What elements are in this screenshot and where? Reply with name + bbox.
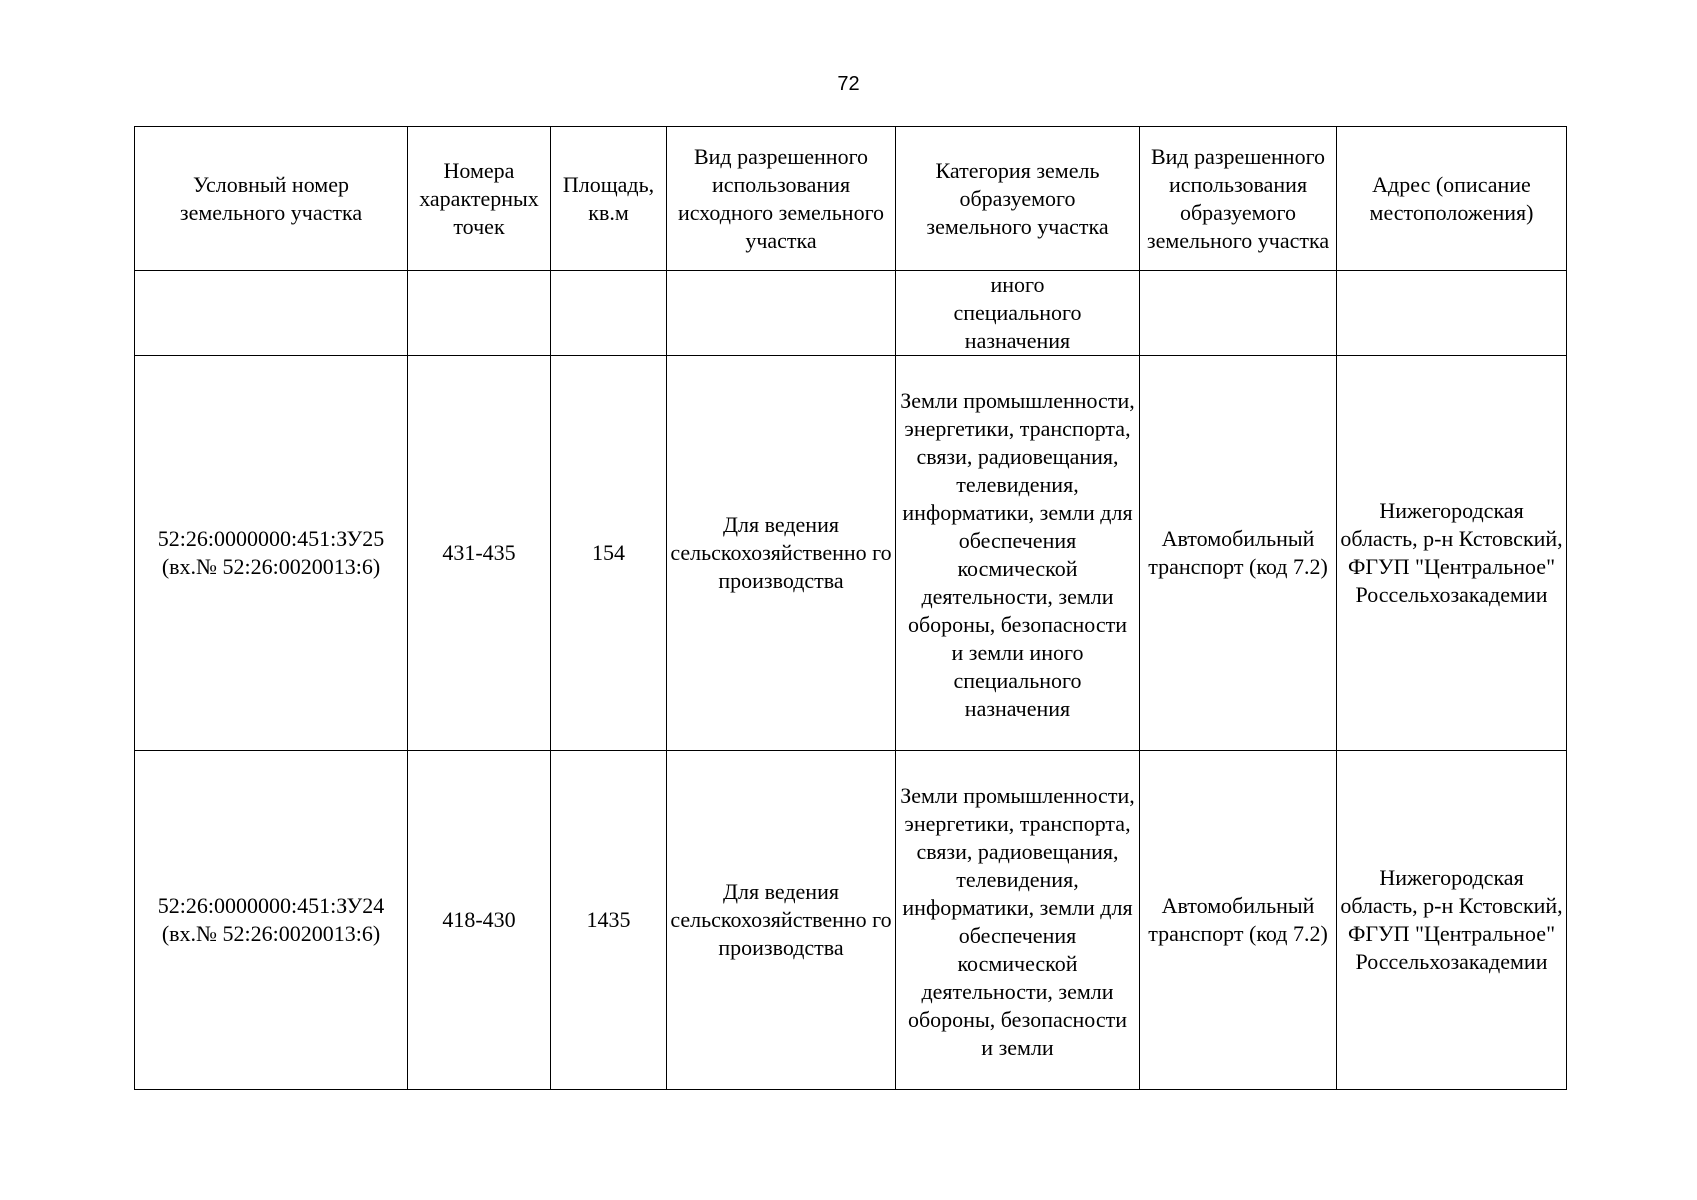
cell-area: 1435 bbox=[551, 751, 667, 1090]
table-row-continuation bbox=[135, 271, 1567, 356]
header-points: Номера характерных точек bbox=[408, 127, 551, 271]
page-number: 72 bbox=[837, 73, 860, 95]
cell-area bbox=[551, 271, 667, 356]
cell-plot-number: 52:26:0000000:451:ЗУ25 (вх.№ 52:26:0020013:6) bbox=[135, 356, 408, 751]
land-plots-table bbox=[134, 126, 1567, 1090]
cell-category: Земли промышленности, энергетики, транспорта, связи, радиовещания, телевидения, информатики, земли для обеспечения космической деятельности, земли обороны, безопасности и земли bbox=[896, 751, 1140, 1090]
cell-source-use: Для ведения сельскохозяйственно го производства bbox=[667, 751, 896, 1090]
cell-new-use: Автомобильный транспорт (код 7.2) bbox=[1140, 751, 1337, 1090]
header-source-use: Вид разрешенного использования исходного земельного участка bbox=[667, 127, 896, 271]
header-category: Категория земель образуемого земельного участка bbox=[896, 127, 1140, 271]
header-area: Площадь, кв.м bbox=[551, 127, 667, 271]
cell-address: Нижегородская область, р-н Кстовский, ФГУП "Центральное" Россельхозакадемии bbox=[1337, 356, 1567, 751]
table-row bbox=[135, 751, 1567, 1090]
cell-plot-number bbox=[135, 271, 408, 356]
cell-category: иного специального назначения bbox=[896, 271, 1140, 356]
cell-area: 154 bbox=[551, 356, 667, 751]
cell-points: 418-430 bbox=[408, 751, 551, 1090]
cell-points bbox=[408, 271, 551, 356]
header-address: Адрес (описание местоположения) bbox=[1337, 127, 1567, 271]
cell-new-use: Автомобильный транспорт (код 7.2) bbox=[1140, 356, 1337, 751]
cell-source-use bbox=[667, 271, 896, 356]
table-row bbox=[135, 356, 1567, 751]
cell-source-use: Для ведения сельскохозяйственно го производства bbox=[667, 356, 896, 751]
cell-new-use bbox=[1140, 271, 1337, 356]
cell-plot-number: 52:26:0000000:451:ЗУ24 (вх.№ 52:26:0020013:6) bbox=[135, 751, 408, 1090]
table-header-row bbox=[135, 127, 1567, 271]
cell-address: Нижегородская область, р-н Кстовский, ФГУП "Центральное" Россельхозакадемии bbox=[1337, 751, 1567, 1090]
header-plot-number: Условный номер земельного участка bbox=[135, 127, 408, 271]
header-new-use: Вид разрешенного использования образуемого земельного участка bbox=[1140, 127, 1337, 271]
cell-category: Земли промышленности, энергетики, транспорта, связи, радиовещания, телевидения, информатики, земли для обеспечения космической деятельности, земли обороны, безопасности и земли иного специального назначения bbox=[896, 356, 1140, 751]
cell-points: 431-435 bbox=[408, 356, 551, 751]
cell-address bbox=[1337, 271, 1567, 356]
